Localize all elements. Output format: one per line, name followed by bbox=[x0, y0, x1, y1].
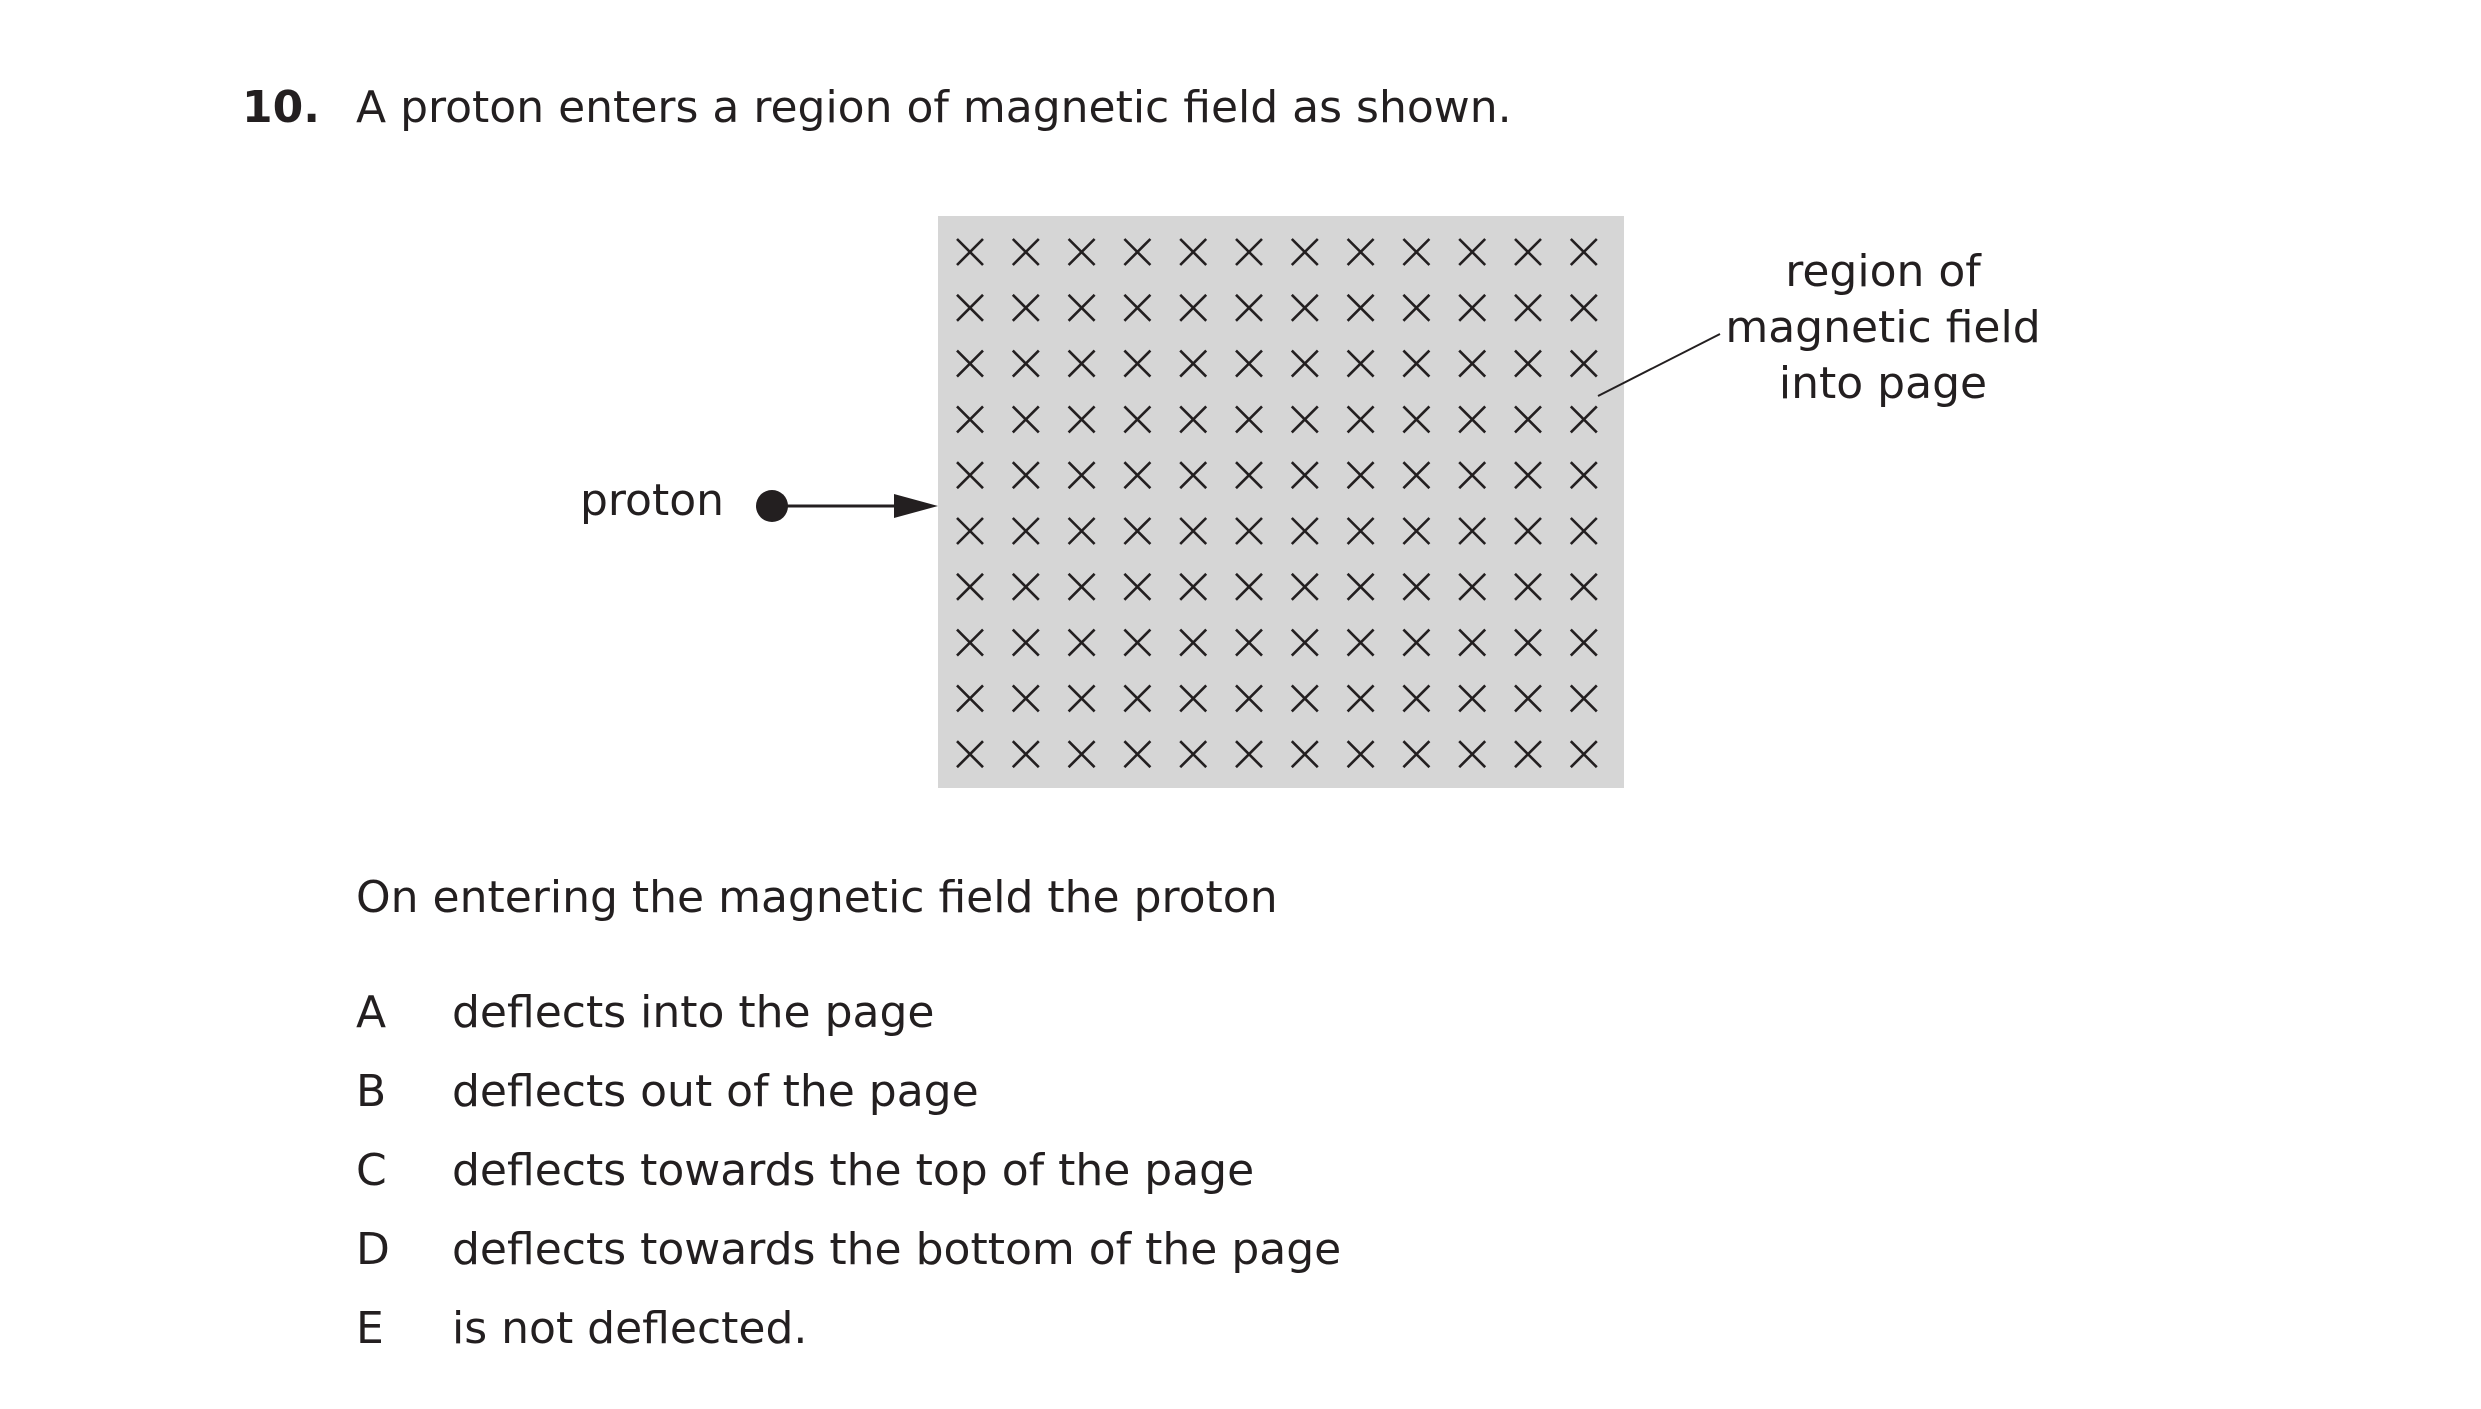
proton-arrowhead bbox=[894, 494, 938, 518]
option-letter: D bbox=[356, 1224, 390, 1275]
option-letter: C bbox=[356, 1145, 387, 1196]
field-label-line-2: magnetic field bbox=[1725, 302, 2041, 353]
option-e bbox=[356, 1299, 1341, 1378]
option-b bbox=[356, 1062, 1341, 1141]
question-stem: A proton enters a region of magnetic field as shown. bbox=[356, 82, 1512, 133]
proton-label: proton bbox=[579, 475, 725, 526]
option-text: deflects towards the bottom of the page bbox=[452, 1224, 1342, 1275]
option-d bbox=[356, 1220, 1341, 1299]
option-c bbox=[356, 1141, 1341, 1220]
question-number: 10. bbox=[242, 82, 320, 133]
option-text: deflects into the page bbox=[452, 987, 935, 1038]
option-text: is not deflected. bbox=[452, 1303, 808, 1354]
question-prompt: On entering the magnetic field the proton bbox=[356, 872, 1278, 923]
option-letter: E bbox=[356, 1303, 384, 1354]
option-text: deflects towards the top of the page bbox=[452, 1145, 1255, 1196]
field-label-line-3: into page bbox=[1778, 358, 1988, 409]
answer-options bbox=[356, 983, 1341, 1378]
option-letter: A bbox=[356, 987, 387, 1038]
option-letter: B bbox=[356, 1066, 387, 1117]
option-text: deflects out of the page bbox=[452, 1066, 979, 1117]
option-a bbox=[356, 983, 1341, 1062]
field-label-line-1: region of bbox=[1785, 246, 1981, 297]
